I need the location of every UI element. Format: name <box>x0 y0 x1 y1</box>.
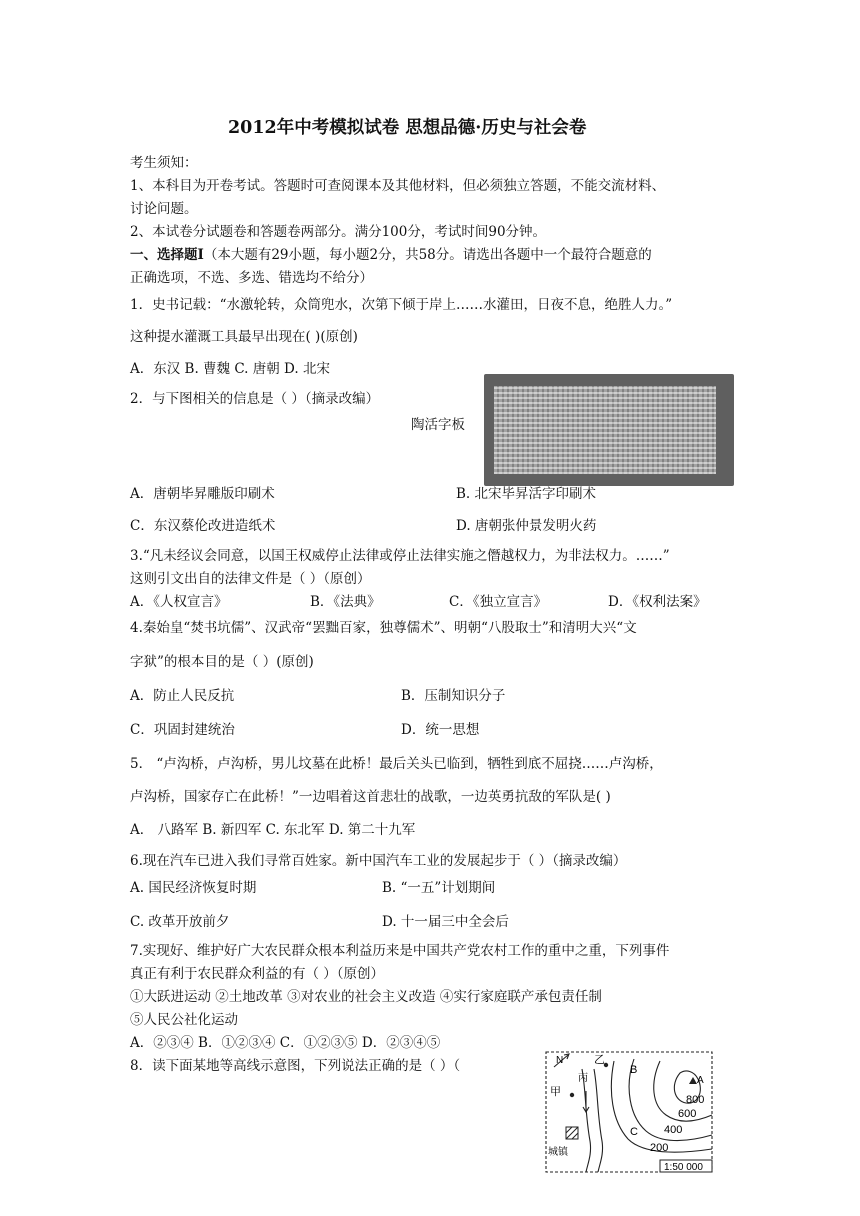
contour-label-600: 600 <box>678 1108 697 1120</box>
river <box>582 1069 591 1172</box>
label-c: C <box>630 1126 638 1138</box>
question-2-option-b: B. 北宋毕昇活字印刷术 <box>456 486 597 502</box>
question-4-option-b: B．压制知识分子 <box>401 688 506 704</box>
contour-map <box>542 1051 714 1173</box>
label-yi: 乙 <box>594 1054 605 1066</box>
figure-caption: 陶活字板 <box>411 417 465 433</box>
question-4-stem-cont: 字狱”的根本目的是（ ）(原创) <box>130 654 314 670</box>
point-jia-marker <box>570 1093 574 1097</box>
question-3-option-c: C．《独立宣言》 <box>449 594 548 610</box>
question-7-options: A．②③④ B．①②③④ C．①②③⑤ D．②③④⑤ <box>130 1035 441 1051</box>
question-6-option-a: A. 国民经济恢复时期 <box>130 880 257 896</box>
notice-item-1: 1、本科目为开卷考试。答题时可查阅课本及其他材料，但必须独立答题，不能交流材料、 <box>130 178 666 194</box>
question-4-stem: 4.秦始皇“焚书坑儒”、汉武帝“罢黜百家，独尊儒术”、明朝“八股取士”和清明大兴“文 <box>130 620 637 636</box>
label-town: 城镇 <box>548 1147 568 1158</box>
notice-heading: 考生须知： <box>130 155 198 171</box>
section-desc: （本大题有29小题，每小题2分，共58分。请选出各题中一个最符合题意的 <box>203 247 652 263</box>
question-6-option-c: C. 改革开放前夕 <box>130 914 230 930</box>
question-6-option-b: B. “一五”计划期间 <box>382 880 496 896</box>
contour-label-200: 200 <box>650 1142 669 1154</box>
question-8-stem: 8．读下面某地等高线示意图，下列说法正确的是（ ）（ <box>130 1058 461 1074</box>
label-jia: 甲 <box>550 1086 561 1098</box>
question-4-option-d: D．统一思想 <box>401 722 480 738</box>
question-2-option-d: D. 唐朝张仲景发明火药 <box>456 518 597 534</box>
contour-label-800: 800 <box>686 1094 705 1106</box>
notice-item-2: 2、本试卷分试题卷和答题卷两部分。满分100分，考试时间90分钟。 <box>130 224 547 240</box>
question-3-stem: 3.“凡未经议会同意，以国王权威停止法律或停止法律实施之僭越权力，为非法权力。……” <box>130 548 670 564</box>
peak-a-marker <box>689 1077 697 1084</box>
question-1-stem: 1．史书记载：“水激轮转，众筒兜水，次第下倾于岸上……水灌田，日夜不息，绝胜人力。” <box>130 297 673 313</box>
section-title: 一、选择题Ⅰ <box>130 247 204 263</box>
notice-item-1-cont: 讨论问题。 <box>130 201 198 217</box>
section-desc-cont: 正确选项，不选、多选、错选均不给分） <box>130 270 373 286</box>
question-1-stem-cont: 这种提水灌溉工具最早出现在( )(原创) <box>130 329 358 345</box>
question-5-stem: 5． “卢沟桥，卢沟桥，男儿坟墓在此桥！最后关头已临到，牺牲到底不屈挠……卢沟桥， <box>130 756 663 772</box>
river-bank <box>594 1069 603 1172</box>
page-title: 2012年中考模拟试卷 思想品德·历史与社会卷 <box>228 118 587 138</box>
movable-type-plate-image <box>484 374 734 486</box>
contour-label-400: 400 <box>664 1124 683 1136</box>
question-5-stem-cont: 卢沟桥，国家存亡在此桥！”一边唱着这首悲壮的战歌，一边英勇抗敌的军队是( ) <box>130 789 611 805</box>
question-3-stem-cont: 这则引文出自的法律文件是（ ）（原创） <box>130 571 371 587</box>
question-7-items-cont: ⑤人民公社化运动 <box>130 1012 238 1028</box>
label-a: A <box>697 1075 704 1086</box>
question-3-option-a: A．《人权宣言》 <box>130 594 228 610</box>
question-2-option-c: C．东汉蔡伦改进造纸术 <box>130 518 276 534</box>
scale-label: 1:50 000 <box>664 1162 703 1173</box>
question-5-options: A． 八路军 B. 新四军 C. 东北军 D. 第二十九军 <box>130 822 416 838</box>
question-7-stem: 7.实现好、维护好广大农民群众根本利益历来是中国共产党农村工作的重中之重，下列事件 <box>130 943 670 959</box>
town-hatch <box>566 1127 578 1139</box>
question-3-option-b: B．《法典》 <box>310 594 381 610</box>
north-label: N <box>556 1055 564 1066</box>
question-7-items: ①大跃进运动 ②土地改革 ③对农业的社会主义改造 ④实行家庭联产承包责任制 <box>130 989 602 1005</box>
question-6-stem: 6.现在汽车已进入我们寻常百姓家。新中国汽车工业的发展起步于（ ）（摘录改编） <box>130 853 627 869</box>
question-6-option-d: D. 十一届三中全会后 <box>382 914 509 930</box>
question-4-option-c: C．巩固封建统治 <box>130 722 235 738</box>
question-1-options: A．东汉 B. 曹魏 C. 唐朝 D. 北宋 <box>130 361 330 377</box>
question-7-stem-cont: 真正有利于农民群众利益的有（ ）（原创） <box>130 966 385 982</box>
question-3-option-d: D．《权利法案》 <box>608 594 707 610</box>
section-heading <box>130 246 652 264</box>
label-b: B <box>630 1064 638 1076</box>
question-4-option-a: A．防止人民反抗 <box>130 688 235 704</box>
question-2-option-a: A．唐朝毕昇雕版印刷术 <box>130 486 275 502</box>
label-bing: 丙 <box>578 1073 588 1084</box>
question-2-stem: 2．与下图相关的信息是（ ）（摘录改编） <box>130 391 380 407</box>
